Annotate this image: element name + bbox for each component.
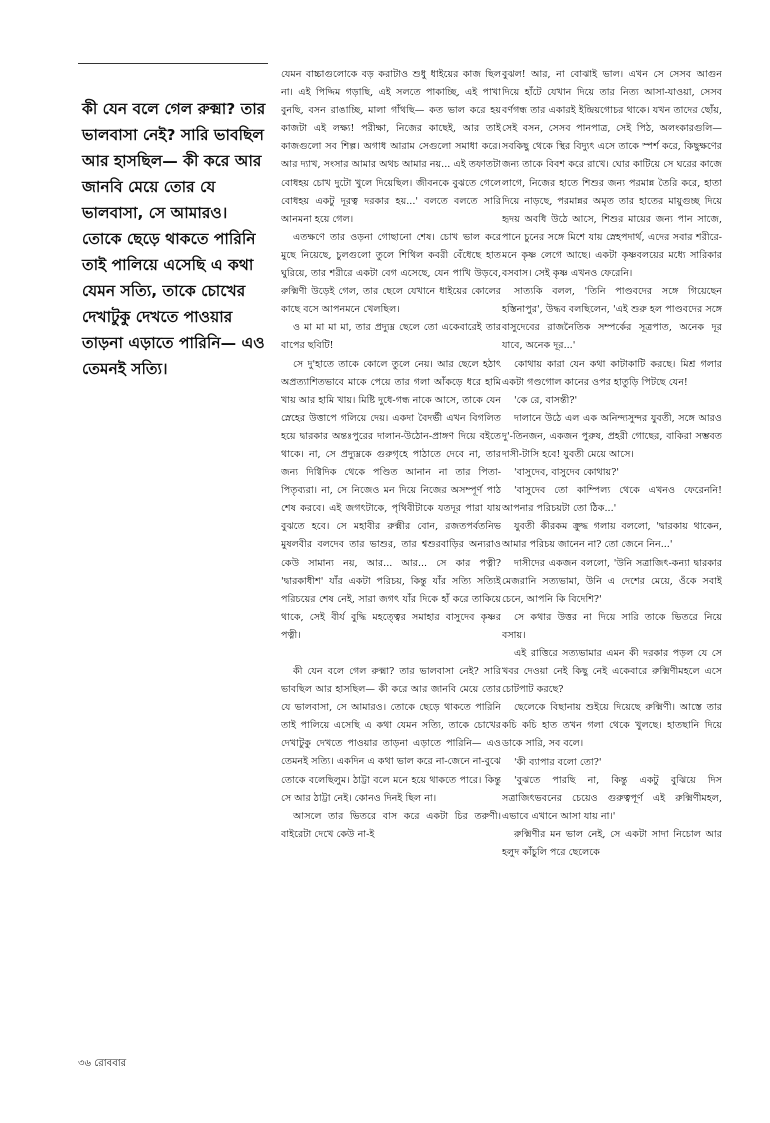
paragraph: দালানে উঠে এল এক অনিন্দ্যসুন্দর যুবতী, সঙ্গে আরও দু'-তিনজন, একজন পুরুষ, প্রহরী গোছের, বাকিরা সম্ভবত দাসী-টাসি হবে! যুবতী মেয়ে আসে। [502,412,722,460]
paragraph: 'কী ব্যাপার বলো তো?' [514,756,602,768]
article-column-middle [281,66,501,1066]
paragraph: সাত্যকি বলল, 'তিনি পাণ্ডবদের সঙ্গে গিয়েছেন হস্তিনাপুর', উদ্ধব বলছিলেন, 'এই শুরু হল পাণ্ডবদের সঙ্গে বাসুদেবের রাজনৈতিক সম্পর্কের সূত্রপাত, অনেক দূর যাবে, অনেক দূর...' [502,286,722,352]
page-footer: ৩৬ রোববার [78,1058,127,1069]
paragraph: যুবতী কীরকম ক্রুদ্ধ গলায় বললো, 'দ্বারকায় থাকেন, আমার পরিচয় জানেন না? তো জেনে নিন...' [502,521,722,551]
paragraph: 'বাসুদেব, বাসুদেব কোথায়?' [514,467,619,479]
pull-quote: কী যেন বলে গেল রুক্মা? তার ভালবাসা নেই? সারি ভাবছিল আর হাসছিল— কী করে আর জানবি মেয়ে তোর যে ভালবাসা, সে আমারও। তোকে ছেড়ে থাকতে পারিনি তাই পালিয়ে এসেছি এ কথা যেমন সত্যি, তাকে চোখের দেখাটুকু দেখতে পাওয়ার তাড়না এড়াতে পারিনি— এও তেমনই সত্যি। [82,100,266,378]
paragraph: সে দু'হাতে তাকে কোলে তুলে নেয়। আর ছেলে হঠাৎ অপ্রত্যাশিতভাবে মাকে পেয়ে তার গলা আঁকড়ে ধরে হামি খায় আর হামি খায়। মিষ্টি দুধে-গন্ধ নাকে আসে, তাকে যেন স্নেহের উত্তাপে গলিয়ে দেয়। একদা বৈদর্ভী এখন বিগলিত হয়ে দ্বারকার অন্তঃপুরের দালান-উঠোন-প্রাঙ্গণ দিয়ে বইতে থাকে। না, সে প্রদ্যুম্নকে গুরুগৃহে পাঠাতে দেবে না, তার জন্য দিগ্বিদিক থেকে পণ্ডিত আনান না তার পিতা-পিতৃব্যরা। না, সে নিজেও মন দিয়ে নিজের অসম্পূর্ণ পাঠ শেষ করবে। এই জগৎটাকে, পৃথিবীটাকে যতদূর পারা যায় বুঝতে হবে। সে মহাবীর রুক্মীর বোন, রজতপর্বতনিভ মুষলবীর বলদেব তার ভাশুর, তার শ্বশুরবাড়ির অন্যরাও কেউ সামান্য নয়, আর... আর... সে কার পত্নী? 'দ্বারকাধীশ' যাঁর একটা পরিচয়, কিন্তু যাঁর সত্যি সত্যিই পরিচয়ের শেষ নেই, সারা জগৎ যাঁর দিকে হাঁ করে তাকিয়ে থাকে, সেই বীর্য বুদ্ধি মহত্ত্বের সমাহার বাসুদেব কৃষ্ণর পত্নী। [281,358,501,641]
paragraph: এই রাত্তিরে সত্যভামার এমন কী দরকার পড়ল যে সে খবর দেওয়া নেই কিছু নেই একেবারে রুক্মিণীমহলে এসে চোটপাট করছে? [502,648,722,696]
paragraph: বুঝল! আর, না বোঝাই ভাল। এখন সে সেসব আগুন দিয়ে হাঁটে যেখান দিয়ে তার নিত্য আসা-যাওয়া, সেসব বর্ণগন্ধ তার একারই ইন্দ্রিয়গোচর থাকে। যখন তাদের ছোঁয়, সেই বসন, সেসব পানপাত্র, সেই পিঠ, অলংকারগুলি— সবকিছু থেকে স্থির বিদ্যুৎ এসে তাকে স্পর্শ করে, কিছুক্ষণের জন্য তাকে বিবশ করে রাখে। ঘোর কাটিয়ে সে ঘরের কাজে লাগে, নিজের হাতে শিশুর জন্য পরমান্ন তৈরি করে, হাতা দিয়ে নাড়ছে, পরমান্নর অমৃত তার হাতের মায়ুগুচ্ছ দিয়ে হৃদয় অবধি উঠে আসে, শিশুর মায়ের জন্য পান সাজে, পানে চুনের সঙ্গে মিশে যায় স্নেহপদার্থ, এদের সবার শরীরে-মনে কৃষ্ণ লেগে আছে। একটা কৃষ্ণবলয়ের মধ্যে সারিকার বসবাস। সেই কৃষ্ণ এখনও ফেরেনি। [502,69,722,280]
paragraph: 'বাসুদেব তো কাম্পিল্য থেকে এখনও ফেরেননি! আপনার পরিচয়টা তো ঠিক...' [502,485,722,515]
paragraph: সে কথার উত্তর না দিয়ে সারি তাকে ভিতরে নিয়ে বসায়। [502,611,722,641]
pull-quote-rule [78,63,268,64]
paragraph: যেমন বাচ্চাগুলোকে বড় করাটাও শুধু ধাইয়ের কাজ ছিল না। এই পিদ্দিম গড়াছি, এই সলতে পাকাচ্ছি, এই পাখা বুনছি, বসন রাঙাচ্ছি, মালা গাঁথছি— কত ভাল করে হয় কাজটা এই লক্ষ্য! পরীক্ষা, নিজের কাছেই, আর তাই কাজগুলো সব শিল্প। অগাধ আরাম সেগুলো সমাধা করে। আর দ্যাখ, সংসার আমার অথচ আমার নয়... এই তফাতটা বোধহয় চোখ দুটো খুলে দিয়েছিল। জীবনকে বুঝতে গেলে বোধহয় একটু দূরত্ব দরকার হয়...' বলতে বলতে সারি আনমনা হয়ে গেল। [281,69,501,225]
paragraph: দাসীদের একজন বললো, 'উনি সত্রাজিৎ-কন্যা দ্বারকার মেজরানি সত্যভামা, উনি এ দেশের মেয়ে, ওঁকে সবাই চেনে, আপনি কি বিদেশি?' [502,557,722,605]
paragraph: ছেলেকে বিছানায় শুইয়ে দিয়েছে রুক্মিণী। আস্তে তার কচি কচি হাত তখন গলা থেকে খুলছে। হাতছানি দিয়ে ডাকে সারি, সব বলে। [502,702,722,750]
article-column-right [502,66,722,1066]
paragraph: কী যেন বলে গেল রুক্মা? তার ভালবাসা নেই? সারি ভাবছিল আর হাসছিল— কী করে আর জানবি মেয়ে তোর যে ভালবাসা, সে আমারও। তোকে ছেড়ে থাকতে পারিনি তাই পালিয়ে এসেছি এ কথা যেমন সত্যি, তাকে চোখের দেখাটুকু দেখতে পাওয়ার তাড়না এড়াতে পারিনি— এও তেমনই সত্যি। একদিন এ কথা ভাল করে না-জেনে না-বুঝে তোকে বলেছিলুম। ঠাট্টা বলে মনে হয়ে থাকতে পারে। কিন্তু সে আর ঠাট্টা নেই। কোনও দিনই ছিল না। [281,666,501,804]
paragraph: রুক্মিণীর মন ভাল নেই, সে একটা সাদা নিচোল আর হলুদ কাঁচুলি পরে ছেলেকে [502,828,722,859]
paragraph: এতক্ষণে তার ওড়না গোছানো শেষ। চোখ ভাল করে মুছে নিয়েছে, চুলগুলো তুলে শিথিল কবরী বেঁধেছে হাত ঘুরিয়ে, তার শরীরে একটা বেগ এসেছে, যেন পাখি উড়বে, রুক্মিণী উড়েই গেল, তার ছেলে যেখানে ধাইয়ের কোলের কাছে বসে আপনমনে খেলছিল। [281,231,501,316]
paragraph: কোথায় কারা যেন কথা কাটাকাটি করছে। মিশ্র গলার একটা গণ্ডগোল কানের ওপর হাতুড়ি পিটছে যেন! [502,358,722,388]
paragraph: 'কে রে, বাসন্তী?' [514,394,578,406]
paragraph: আসলে তার ভিতরে বাস করে একটা চির তরুণী। বাইরেটা দেখে কেউ না-ই [281,810,501,840]
paragraph: ও মা মা মা মা, তার প্রদ্যুম্ন ছেলে তো একেবারেই তার বাপের ছবিটি! [281,322,501,352]
paragraph: 'বুঝতে পারছি না, কিন্তু একটু বুঝিয়ে দিস সত্রাজিৎভবনের চেয়েও গুরুত্বপূর্ণ এই রুক্মিণীমহল, এভাবে এখানে আসা যায় না।' [502,774,722,822]
